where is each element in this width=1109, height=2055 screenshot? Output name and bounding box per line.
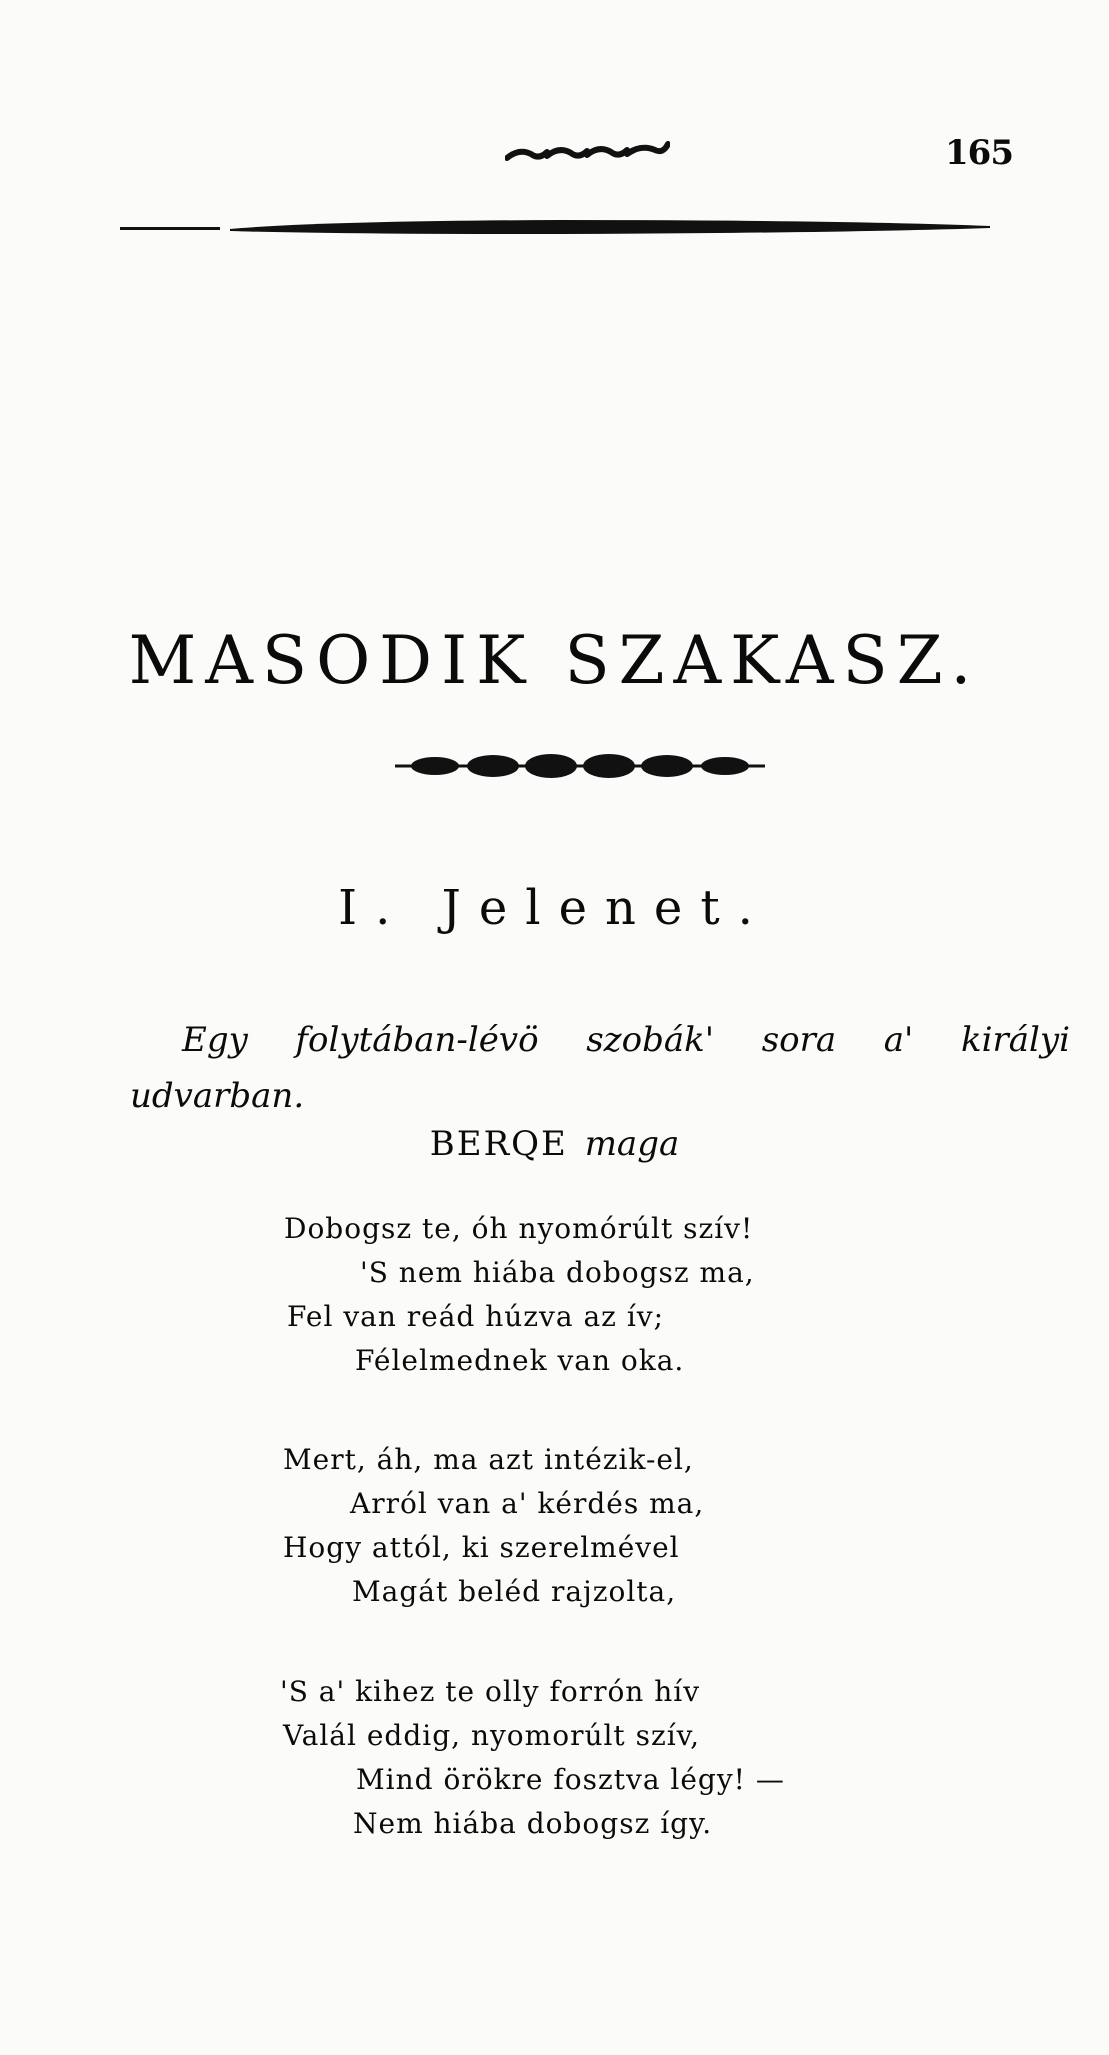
poem-line: 'S nem hiába dobogsz ma, xyxy=(360,1256,755,1289)
speaker-name: BERQE xyxy=(429,1124,568,1164)
poem-line: Dobogsz te, óh nyomórúlt szív! xyxy=(284,1212,754,1245)
poem-line: Mert, áh, ma azt intézik-el, xyxy=(283,1443,694,1476)
poem-line: Magát beléd rajzolta, xyxy=(352,1575,677,1608)
poem-line: Mind örökre fosztva légy! — xyxy=(356,1763,785,1796)
scene-title: I. Jelenet. xyxy=(338,880,771,936)
poem-line: Hogy attól, ki szerelmével xyxy=(283,1531,680,1564)
poem-line: Arról van a' kérdés ma, xyxy=(350,1487,705,1520)
poem-line: Nem hiába dobogsz így. xyxy=(353,1807,713,1840)
page-number: 165 xyxy=(945,133,1013,173)
stage-direction: Egy folytában-lévö szobák' sora a' királyi udvarban. xyxy=(130,1020,1070,1116)
poem-line: Fel van reád húzva az ív; xyxy=(287,1300,665,1333)
speaker-note: maga xyxy=(584,1124,680,1164)
section-title: MASODIK SZAKASZ. xyxy=(128,622,981,700)
poem-line: Valál eddig, nyomorúlt szív, xyxy=(283,1719,701,1752)
poem-line: Félelmednek van oka. xyxy=(355,1344,685,1377)
poem-line: 'S a' kihez te olly forrón hív xyxy=(280,1675,701,1708)
